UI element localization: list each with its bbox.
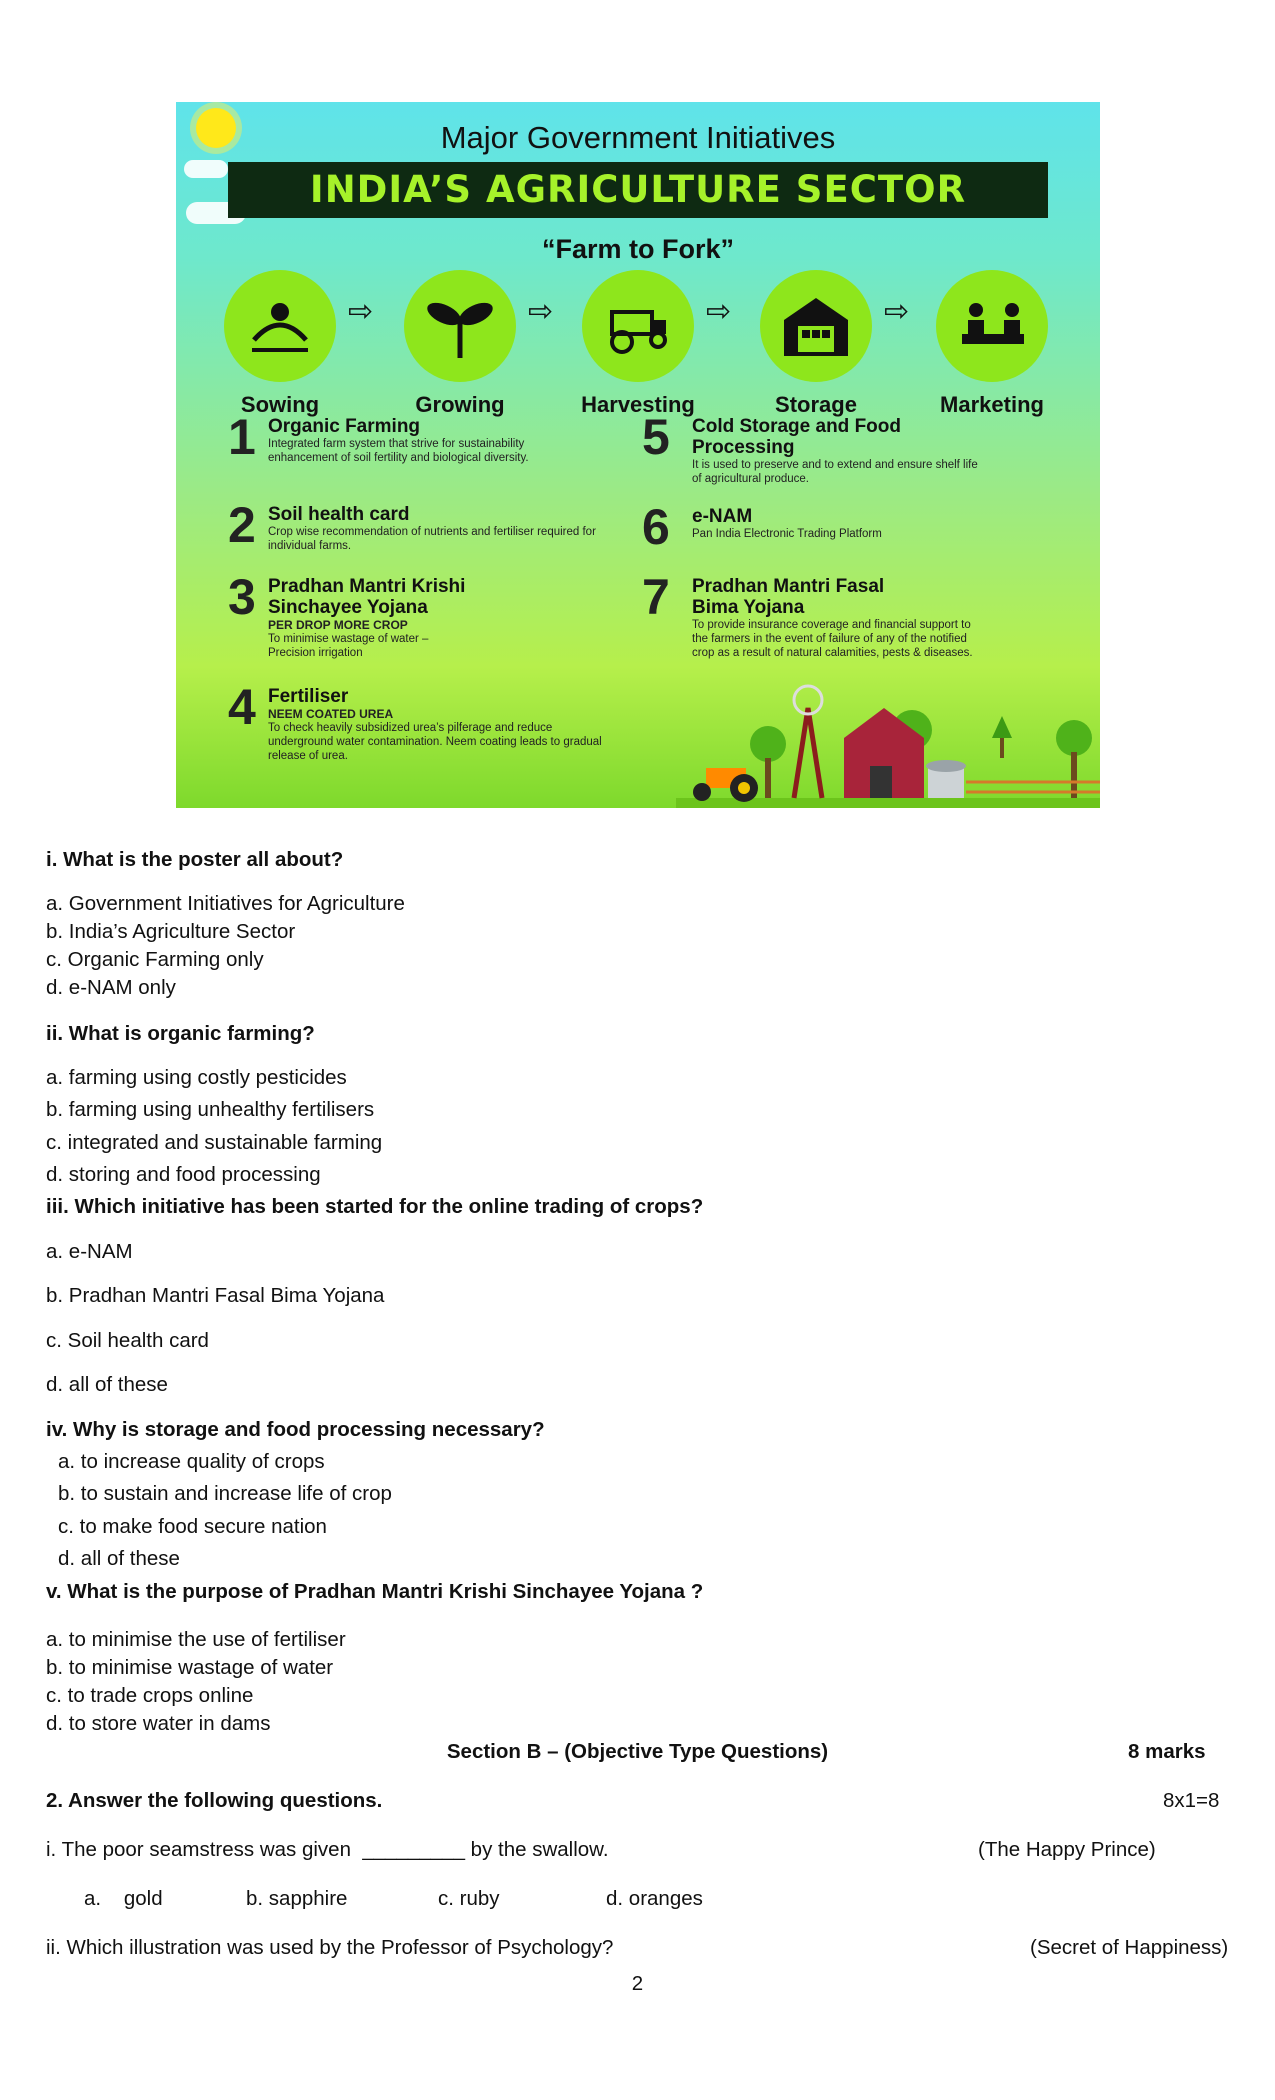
initiative-subtitle: PER DROP MORE CROP	[268, 618, 408, 632]
initiative-number: 2	[228, 497, 256, 553]
section-marks: 8 marks	[1128, 1740, 1206, 1763]
option: a. to increase quality of crops	[58, 1450, 325, 1473]
initiative-title: Organic Farming	[268, 416, 421, 437]
question-source: (Secret of Happiness)	[1030, 1936, 1229, 1959]
initiative-number: 4	[228, 679, 256, 735]
initiative-desc: To minimise wastage of water – Precision irrigation	[268, 633, 429, 659]
initiative-title: Fertiliser	[268, 686, 349, 707]
question-text: ii. Which illustration was used by the Professor of Psychology?	[46, 1936, 614, 1959]
section-title: Section B – (Objective Type Questions)	[446, 1740, 829, 1763]
stage-harvesting	[578, 270, 698, 418]
initiative-subtitle: NEEM COATED UREA	[268, 707, 394, 721]
option: d. all of these	[46, 1373, 168, 1396]
option: a. Government Initiatives for Agriculture	[46, 892, 405, 915]
stage-label: Harvesting	[581, 392, 695, 417]
page-number: 2	[631, 1972, 644, 1995]
initiative-title: Soil health card	[268, 504, 410, 525]
sowing-icon	[224, 270, 336, 382]
initiative-desc: Pan India Electronic Trading Platform	[692, 528, 882, 540]
initiative-5	[642, 409, 982, 486]
option: c. Organic Farming only	[46, 948, 264, 971]
stage-marketing	[932, 270, 1052, 418]
option: d. oranges	[606, 1887, 703, 1910]
marks-scheme: 8x1=8	[1163, 1789, 1220, 1812]
question-4: iv. Why is storage and food processing necessary?	[46, 1418, 545, 1441]
initiative-desc: It is used to preserve and to extend and ensure shelf life of agricultural produce.	[692, 459, 978, 485]
option: b. to sustain and increase life of crop	[58, 1482, 392, 1505]
stage-sowing	[220, 270, 340, 418]
market-icon	[936, 270, 1048, 382]
question-3: iii. Which initiative has been started for the online trading of crops?	[46, 1195, 704, 1218]
arrow-right-icon: ⇨	[528, 295, 554, 328]
tractor-icon	[582, 270, 694, 382]
initiative-3	[228, 569, 548, 660]
option: c. Soil health card	[46, 1329, 209, 1352]
arrow-right-icon: ⇨	[706, 295, 732, 328]
option: c. integrated and sustainable farming	[46, 1131, 383, 1154]
initiative-number: 3	[228, 569, 256, 625]
initiative-7	[642, 569, 982, 660]
initiative-2	[228, 497, 598, 553]
option: c. ruby	[438, 1887, 500, 1910]
option: c. to trade crops online	[46, 1684, 254, 1707]
option: b. India’s Agriculture Sector	[46, 920, 296, 943]
option: a. e-NAM	[46, 1240, 133, 1263]
question-text: i. The poor seamstress was given _________ by the swallow.	[46, 1838, 609, 1861]
farm-illustration	[676, 672, 1100, 808]
poster-title: INDIA’S AGRICULTURE SECTOR	[309, 168, 967, 211]
initiative-number: 5	[642, 409, 670, 465]
sprout-icon	[404, 270, 516, 382]
question-2: ii. What is organic farming?	[46, 1022, 315, 1045]
question-1: i. What is the poster all about?	[46, 848, 344, 871]
initiative-desc: Integrated farm system that strive for sustainability enhancement of soil fertility and biological diversity.	[268, 438, 529, 464]
option: b. sapphire	[246, 1887, 348, 1910]
arrow-right-icon: ⇨	[348, 295, 374, 328]
poster-heading: Major Government Initiatives	[440, 120, 836, 155]
poster-tagline: “Farm to Fork”	[541, 234, 735, 264]
initiative-1	[228, 409, 568, 465]
option: a. to minimise the use of fertiliser	[46, 1628, 346, 1651]
stage-growing	[400, 270, 520, 418]
stage-label: Storage	[775, 392, 857, 417]
infographic-poster	[176, 102, 1100, 808]
initiative-title: Pradhan Mantri Krishi Sinchayee Yojana	[268, 576, 466, 618]
option: d. e-NAM only	[46, 976, 176, 999]
cloud-icon	[184, 160, 228, 178]
option: a. farming using costly pesticides	[46, 1066, 347, 1089]
question-5: v. What is the purpose of Pradhan Mantri Krishi Sinchayee Yojana ?	[46, 1580, 704, 1603]
section-instruction: 2. Answer the following questions.	[46, 1789, 383, 1812]
stage-storage	[756, 270, 876, 418]
initiative-number: 6	[642, 499, 670, 555]
stage-label: Marketing	[940, 392, 1044, 417]
stage-label: Sowing	[240, 392, 320, 417]
option: d. to store water in dams	[46, 1712, 271, 1735]
stage-label: Growing	[415, 392, 505, 417]
question-source: (The Happy Prince)	[978, 1838, 1156, 1861]
option: b. Pradhan Mantri Fasal Bima Yojana	[46, 1284, 385, 1307]
initiative-6	[642, 499, 982, 555]
initiative-4	[228, 679, 618, 763]
initiative-title: Cold Storage and Food Processing	[692, 416, 901, 458]
option: a. gold	[84, 1887, 163, 1910]
arrow-right-icon: ⇨	[884, 295, 910, 328]
initiative-desc: To check heavily subsidized urea’s pilferage and reduce underground water contamination. Neem coating leads to gradual release of urea.	[268, 722, 602, 762]
initiative-title: Pradhan Mantri Fasal Bima Yojana	[692, 576, 885, 618]
initiative-desc: Crop wise recommendation of nutrients and fertiliser required for individual farms.	[268, 526, 596, 552]
warehouse-icon	[760, 270, 872, 382]
initiative-number: 7	[642, 569, 670, 625]
initiative-title: e-NAM	[692, 506, 753, 527]
option: b. farming using unhealthy fertilisers	[46, 1098, 375, 1121]
option: d. storing and food processing	[46, 1163, 321, 1186]
initiative-desc: To provide insurance coverage and financial support to the farmers in the event of failure of any of the notified crop as a result of natural calamities, pests & diseases.	[692, 619, 973, 659]
option: b. to minimise wastage of water	[46, 1656, 334, 1679]
initiative-number: 1	[228, 409, 256, 465]
option: c. to make food secure nation	[58, 1515, 327, 1538]
option: d. all of these	[58, 1547, 180, 1570]
